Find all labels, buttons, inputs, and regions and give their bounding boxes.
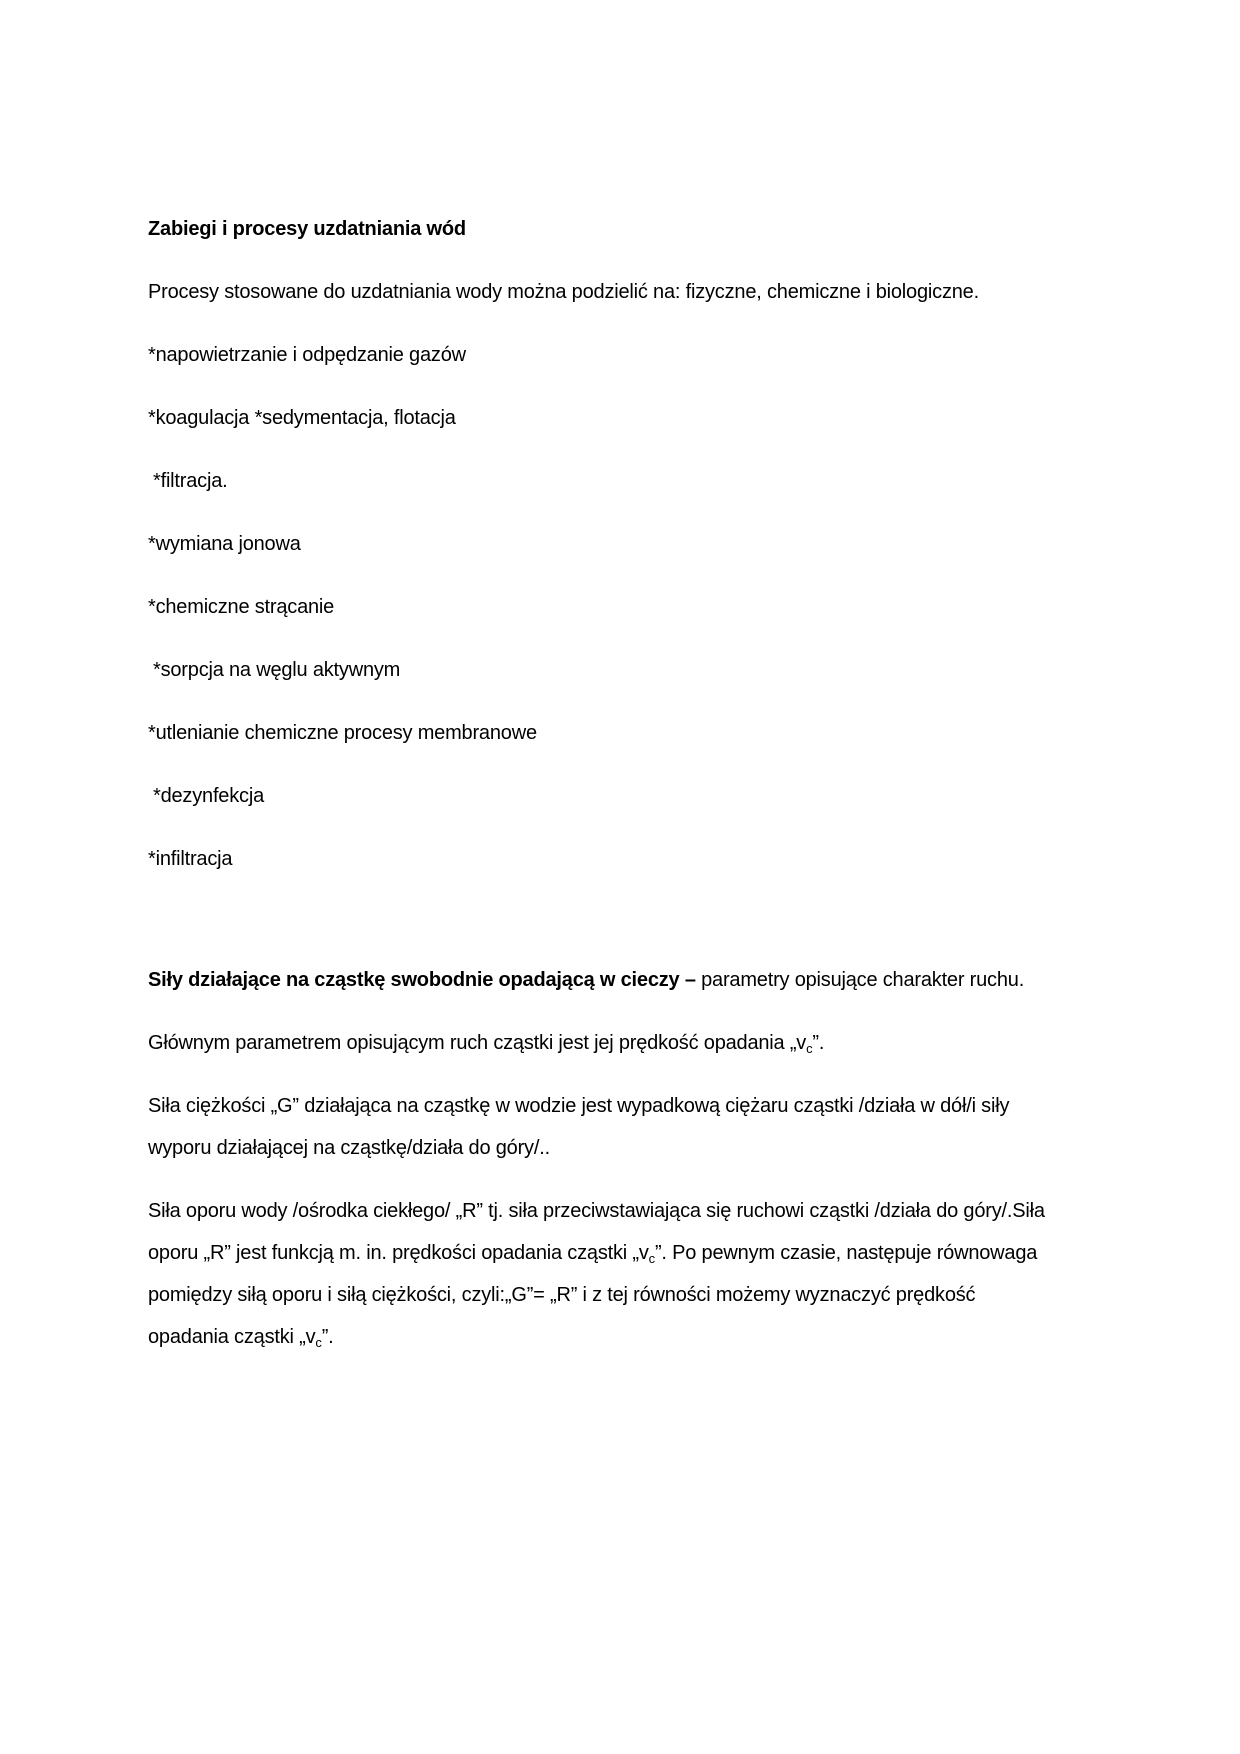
list-item: *wymiana jonowa bbox=[148, 533, 301, 555]
section-title-bold: Siły działające na cząstkę swobodnie opadającą w cieczy – bbox=[148, 969, 696, 991]
section-title-forces bbox=[148, 959, 1048, 1001]
paragraph-main-parameter bbox=[148, 1022, 1048, 1064]
list-item: *infiltracja bbox=[148, 848, 233, 870]
paragraph-resistance-force bbox=[148, 1190, 1048, 1358]
text-run: Siła oporu wody /ośrodka ciekłego/ „R” tj. siła przeciwstawiająca się ruchowi cząstki /działa do góry/.Siła oporu „R” jest funkcją m. in. prędkości opadania cząstki „v bbox=[148, 1200, 1045, 1264]
section-title-rest: parametry opisujące charakter ruchu. bbox=[695, 969, 1025, 991]
list-item: *chemiczne strącanie bbox=[148, 596, 335, 618]
section-title-water-treatment: Zabiegi i procesy uzdatniania wód bbox=[148, 218, 466, 240]
list-item: *sorpcja na węglu aktywnym bbox=[153, 659, 401, 681]
text-run: ”. Po pewnym czasie, następuje równowaga pomiędzy siłą oporu i siłą ciężkości, czyli:„G”= „R” i z tej równości możemy wyznaczyć prędkość opadania cząstki „v bbox=[148, 1242, 1038, 1348]
subscript: c bbox=[648, 1251, 655, 1266]
paragraph-gravity-force: Siła ciężkości „G” działająca na cząstkę w wodzie jest wypadkową ciężaru cząstki /działa w dół/i siły wyporu działającej na cząstkę/działa do góry/.. bbox=[148, 1095, 1010, 1159]
intro-paragraph: Procesy stosowane do uzdatniania wody można podzielić na: fizyczne, chemiczne i biologiczne. bbox=[148, 281, 979, 303]
subscript: c bbox=[806, 1041, 813, 1056]
list-item: *dezynfekcja bbox=[153, 785, 264, 807]
list-item: *koagulacja *sedymentacja, flotacja bbox=[148, 407, 456, 429]
subscript: c bbox=[315, 1335, 322, 1350]
list-item: *napowietrzanie i odpędzanie gazów bbox=[148, 344, 466, 366]
text-run: ”. bbox=[812, 1032, 825, 1054]
text-run: Głównym parametrem opisującym ruch cząstki jest jej prędkość opadania „v bbox=[148, 1032, 807, 1054]
text-run: ”. bbox=[321, 1326, 334, 1348]
list-item: *utlenianie chemiczne procesy membranowe bbox=[148, 722, 537, 744]
section-spacer bbox=[148, 901, 1048, 959]
document-body bbox=[148, 208, 1048, 1379]
list-item: *filtracja. bbox=[153, 470, 228, 492]
